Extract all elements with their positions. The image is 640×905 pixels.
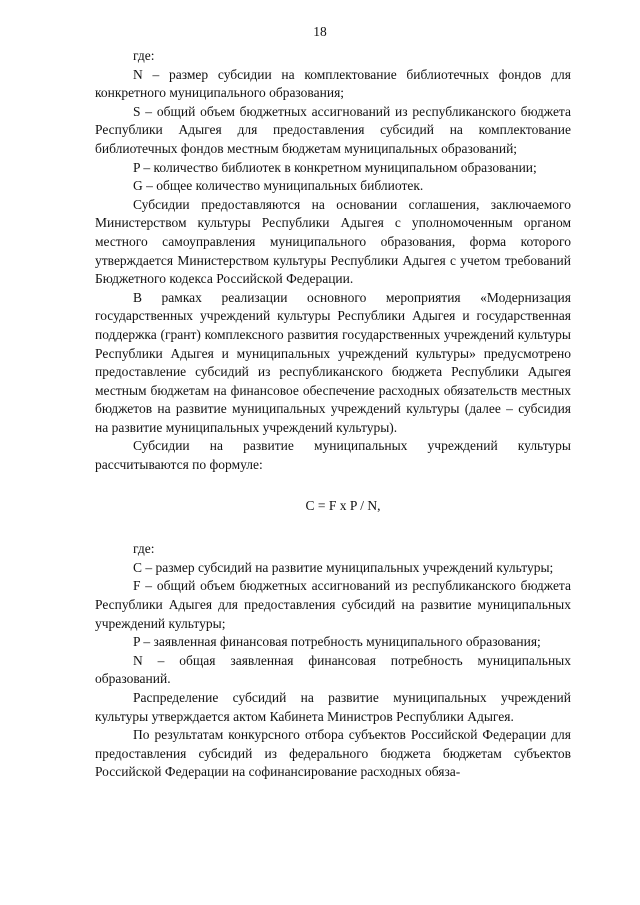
paragraph: По результатам конкурсного отбора субъектов Российской Федерации для предоставления субсидий из федерального бюджета бюджетам субъектов Российской Федерации на софинансирование расходных обяза- [95, 727, 571, 780]
document-body [95, 47, 571, 782]
paragraph: В рамках реализации основного мероприятия «Модернизация государственных учреждений культуры Республики Адыгея и государственная поддержка (грант) комплексного развития государственных учреждений культуры Республики Адыгея и муниципальных учреждений культуры» предусмотрено предоставление субсидий из республиканского бюджета Республики Адыгея местным бюджетам на финансовое обеспечение расходных обязательств местных бюджетов на развитие муниципальных учреждений культуры (далее – субсидия на развитие муниципальных учреждений культуры). [95, 289, 571, 435]
paragraph: Субсидии предоставляются на основании соглашения, заключаемого Министерством культуры Республики Адыгея с уполномоченным органом местного самоуправления муниципального образования, форма которого утверждается Министерством культуры Республики Адыгея с учетом требований Бюджетного кодекса Российской Федерации. [95, 196, 571, 287]
paragraph: G – общее количество муниципальных библиотек. [133, 178, 424, 194]
paragraph: где: [133, 48, 155, 63]
paragraph: где: [133, 541, 155, 557]
formula: C = F x P / N, [305, 497, 381, 513]
paragraph: F – общий объем бюджетных ассигнований из республиканского бюджета Республики Адыгея для предоставления субсидий на развитие муниципальных учреждений культуры; [95, 578, 571, 631]
paragraph: Субсидии на развитие муниципальных учреждений культуры рассчитываются по формуле: [95, 438, 571, 473]
paragraph: N – размер субсидии на комплектование библиотечных фондов для конкретного муниципального образования; [95, 66, 571, 101]
paragraph: S – общий объем бюджетных ассигнований из республиканского бюджета Республики Адыгея для предоставления субсидий на комплектование библиотечных фондов местным бюджетам муниципальных образований; [95, 103, 571, 156]
paragraph: Распределение субсидий на развитие муниципальных учреждений культуры утверждается актом Кабинета Министров Республики Адыгея. [95, 690, 571, 724]
paragraph: C – размер субсидий на развитие муниципальных учреждений культуры; [133, 559, 554, 575]
paragraph: N – общая заявленная финансовая потребность муниципальных образований. [95, 652, 571, 687]
paragraph: P – заявленная финансовая потребность муниципального образования; [133, 634, 541, 650]
page-number: 18 [313, 24, 327, 39]
paragraph: P – количество библиотек в конкретном муниципальном образовании; [133, 159, 537, 175]
